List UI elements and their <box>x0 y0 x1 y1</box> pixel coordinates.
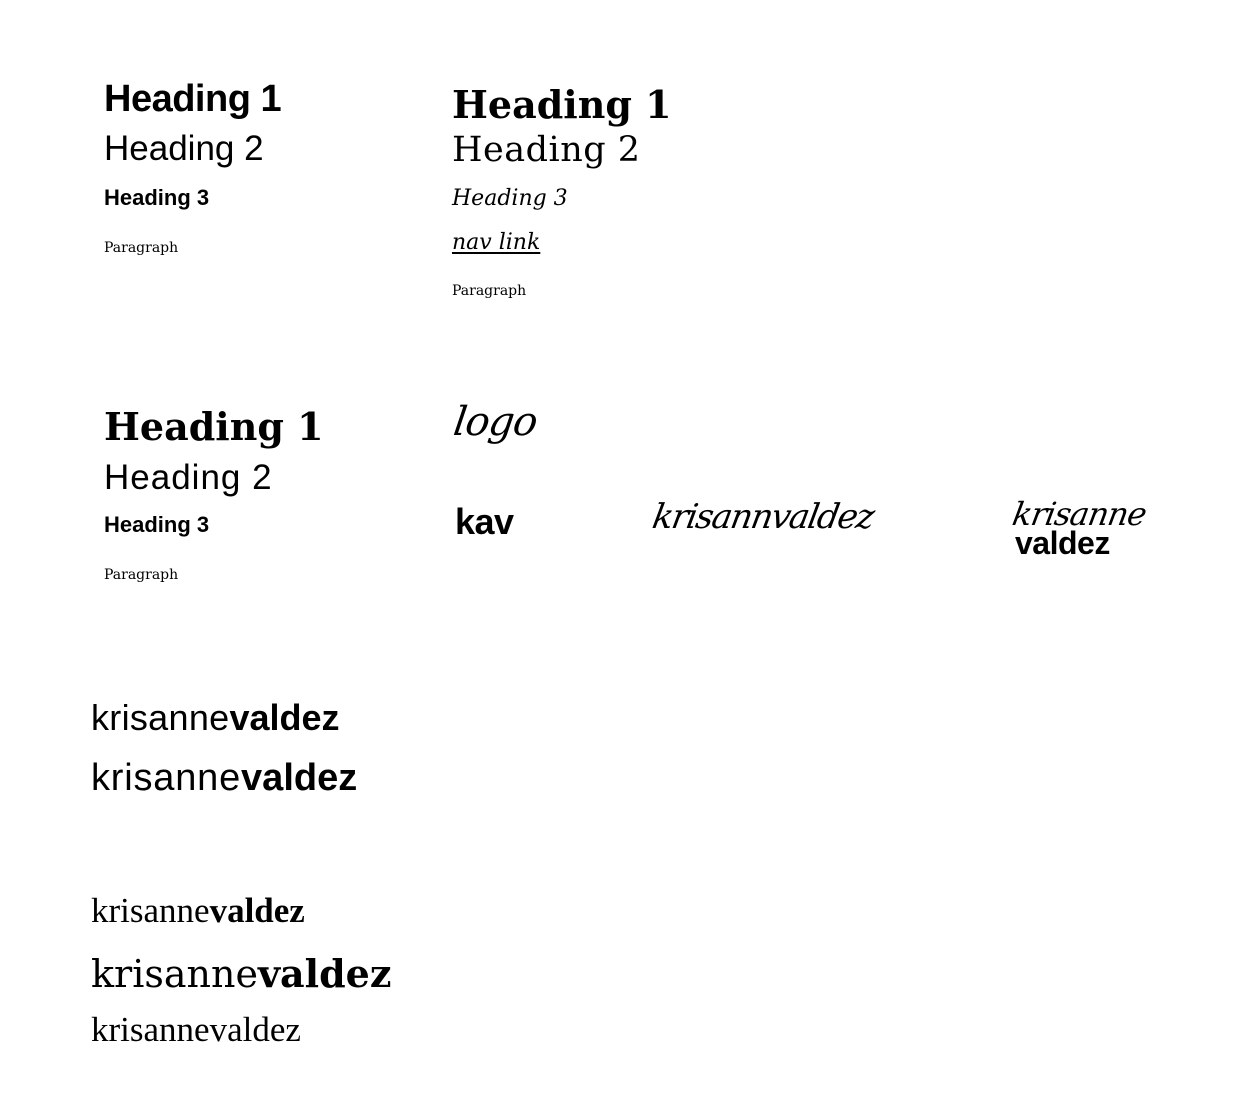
logo-script: logo <box>450 399 540 445</box>
specimen-b-heading-1: Heading 1 <box>452 82 672 127</box>
specimen-b-heading-3: Heading 3 <box>452 186 568 211</box>
specimen-b-paragraph: Paragraph <box>452 283 527 299</box>
wordmark-first-name: krisanne <box>91 952 258 996</box>
specimen-a-paragraph: Paragraph <box>104 240 179 256</box>
logo-stacked-top: krisanne <box>1009 495 1149 533</box>
specimen-b-heading-2: Heading 2 <box>452 130 641 170</box>
specimen-c-heading-1: Heading 1 <box>104 404 324 449</box>
specimen-b-nav-link[interactable]: nav link <box>452 230 541 255</box>
wordmark-serif-2 <box>91 951 392 996</box>
specimen-c-heading-2: Heading 2 <box>104 458 273 497</box>
wordmark-last-name: valdez <box>257 951 392 996</box>
wordmark-first-name: krisanne <box>91 891 210 930</box>
logo-kav: kav <box>455 501 514 542</box>
wordmark-serif-3: krisannevaldez <box>91 1010 301 1049</box>
logo-stacked-bottom: valdez <box>1015 525 1110 561</box>
wordmark-first-name: krisanne <box>91 757 242 799</box>
specimen-c-paragraph: Paragraph <box>104 567 179 583</box>
wordmark-first-name: krisanne <box>91 697 230 738</box>
specimen-a-heading-3: Heading 3 <box>104 185 210 210</box>
logo-full-script: krisannvaldez <box>649 497 877 537</box>
wordmark-serif-1 <box>91 893 305 928</box>
wordmark-last-name: valdez <box>209 891 305 930</box>
wordmark-last-name: valdez <box>229 697 340 738</box>
wordmark-last-name: valdez <box>241 757 358 799</box>
specimen-a-heading-2: Heading 2 <box>104 129 264 168</box>
wordmark-sans-2 <box>91 759 357 797</box>
specimen-c-heading-3: Heading 3 <box>104 512 210 537</box>
specimen-a-heading-1: Heading 1 <box>104 78 282 120</box>
wordmark-sans-1 <box>91 697 340 738</box>
